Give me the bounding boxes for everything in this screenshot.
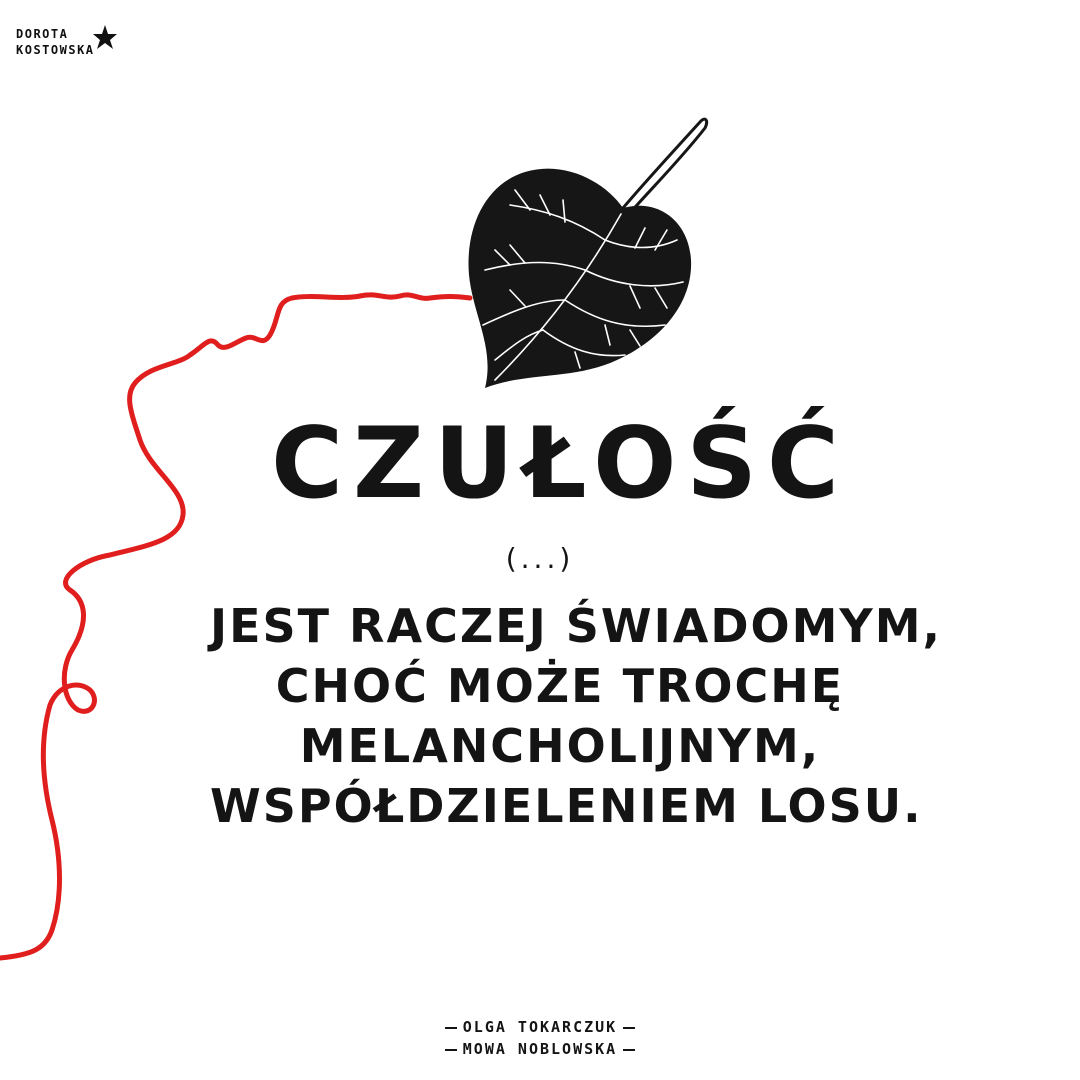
attribution-source-line (0, 1038, 1080, 1060)
logo-line-1: DOROTA (16, 27, 69, 41)
quote-line: JEST RACZEJ ŚWIADOMYM, (210, 599, 942, 653)
linden-leaf-icon (455, 110, 715, 395)
attribution (0, 1016, 1080, 1060)
attribution-source: MOWA NOBLOWSKA (462, 1040, 618, 1058)
attribution-author-line (0, 1016, 1080, 1038)
page-title: CZUŁOŚĆ (271, 407, 849, 521)
dash-right (623, 1049, 635, 1051)
quote-line: CHOĆ MOŻE TROCHĘ (275, 659, 845, 713)
logo-line-2: KOSTOWSKA (16, 43, 95, 57)
leaf-stem (623, 119, 707, 214)
attribution-author: OLGA TOKARCZUK (462, 1018, 618, 1036)
logo (16, 26, 126, 70)
dash-right (623, 1027, 635, 1029)
quote-line: MELANCHOLIJNYM, (299, 719, 821, 773)
ellipsis: (...) (505, 542, 575, 575)
dash-left (445, 1049, 457, 1051)
star-icon (92, 24, 118, 50)
dash-left (445, 1027, 457, 1029)
quote (210, 596, 942, 836)
quote-line: WSPÓŁDZIELENIEM LOSU. (210, 779, 923, 833)
